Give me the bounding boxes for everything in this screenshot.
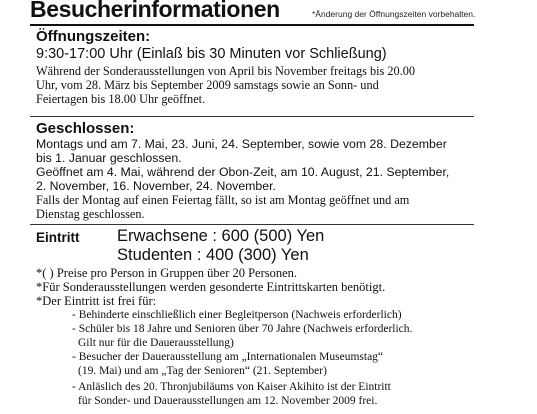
free-entry-item: - Behinderte einschließlich einer Begleitperson (Nachweis erforderlich) xyxy=(72,309,402,321)
header-note: *Änderung der Öffnungszeiten vorbehalten. xyxy=(312,9,476,19)
closed-line: 2. November, 16. November, 24. November. xyxy=(36,179,276,193)
free-entry-item: - Schüler bis 18 Jahre und Senioren über 70 Jahre (Nachweis erforderlich. xyxy=(72,323,413,335)
closed-note: Dienstag geschlossen. xyxy=(36,207,145,221)
free-entry-item: für Sonder- und Dauerausstellungen am 12. November 2009 frei. xyxy=(78,395,378,407)
page-title: Besucherinformationen xyxy=(30,0,280,22)
opening-hours-detail: Feiertagen bis 18.00 Uhr geöffnet. xyxy=(36,92,206,106)
admission-note: *Der Eintritt ist frei für: xyxy=(36,294,157,308)
opening-hours-heading: Öffnungszeiten: xyxy=(36,28,151,45)
title-underline xyxy=(30,24,474,26)
closed-line: Geöffnet am 4. Mai, während der Obon-Zeit, am 10. August, 21. September, xyxy=(36,165,450,179)
free-entry-item: - Anläslich des 20. Thronjubiläums von Kaiser Akihito ist der Eintritt xyxy=(72,381,391,393)
admission-note: *( ) Preise pro Person in Gruppen über 20 Personen. xyxy=(36,266,298,280)
closed-note: Falls der Montag auf einen Feiertag fällt, so ist am Montag geöffnet und am xyxy=(36,193,410,207)
free-entry-item: - Besucher der Dauerausstellung am „Internationalen Museumstag“ xyxy=(72,351,384,363)
price-students: Studenten : 400 (300) Yen xyxy=(117,246,309,264)
opening-hours-detail: Uhr, vom 28. März bis September 2009 samstags sowie an Sonn- und xyxy=(36,78,379,92)
free-entry-item: (19. Mai) und am „Tag der Senioren“ (21. September) xyxy=(78,365,327,377)
admission-label: Eintritt xyxy=(36,230,80,245)
closed-section xyxy=(36,120,468,221)
price-adults: Erwachsene : 600 (500) Yen xyxy=(117,227,325,245)
closed-heading: Geschlossen: xyxy=(36,120,135,137)
closed-line: Montags und am 7. Mai, 23. Juni, 24. September, sowie vom 28. Dezember xyxy=(36,137,447,151)
closed-line: bis 1. Januar geschlossen. xyxy=(36,151,182,165)
opening-hours-section xyxy=(36,28,468,106)
free-entry-item: Gilt nur für die Dauerausstellung) xyxy=(78,337,234,349)
opening-hours-time: 9:30-17:00 Uhr (Einlaß bis 30 Minuten vor Schließung) xyxy=(36,46,387,62)
section-divider xyxy=(30,116,474,117)
section-divider xyxy=(30,224,474,225)
opening-hours-detail: Während der Sonderausstellungen von April bis November freitags bis 20.00 xyxy=(36,64,416,78)
admission-note: *Für Sonderausstellungen werden gesonderte Eintrittskarten benötigt. xyxy=(36,280,386,294)
